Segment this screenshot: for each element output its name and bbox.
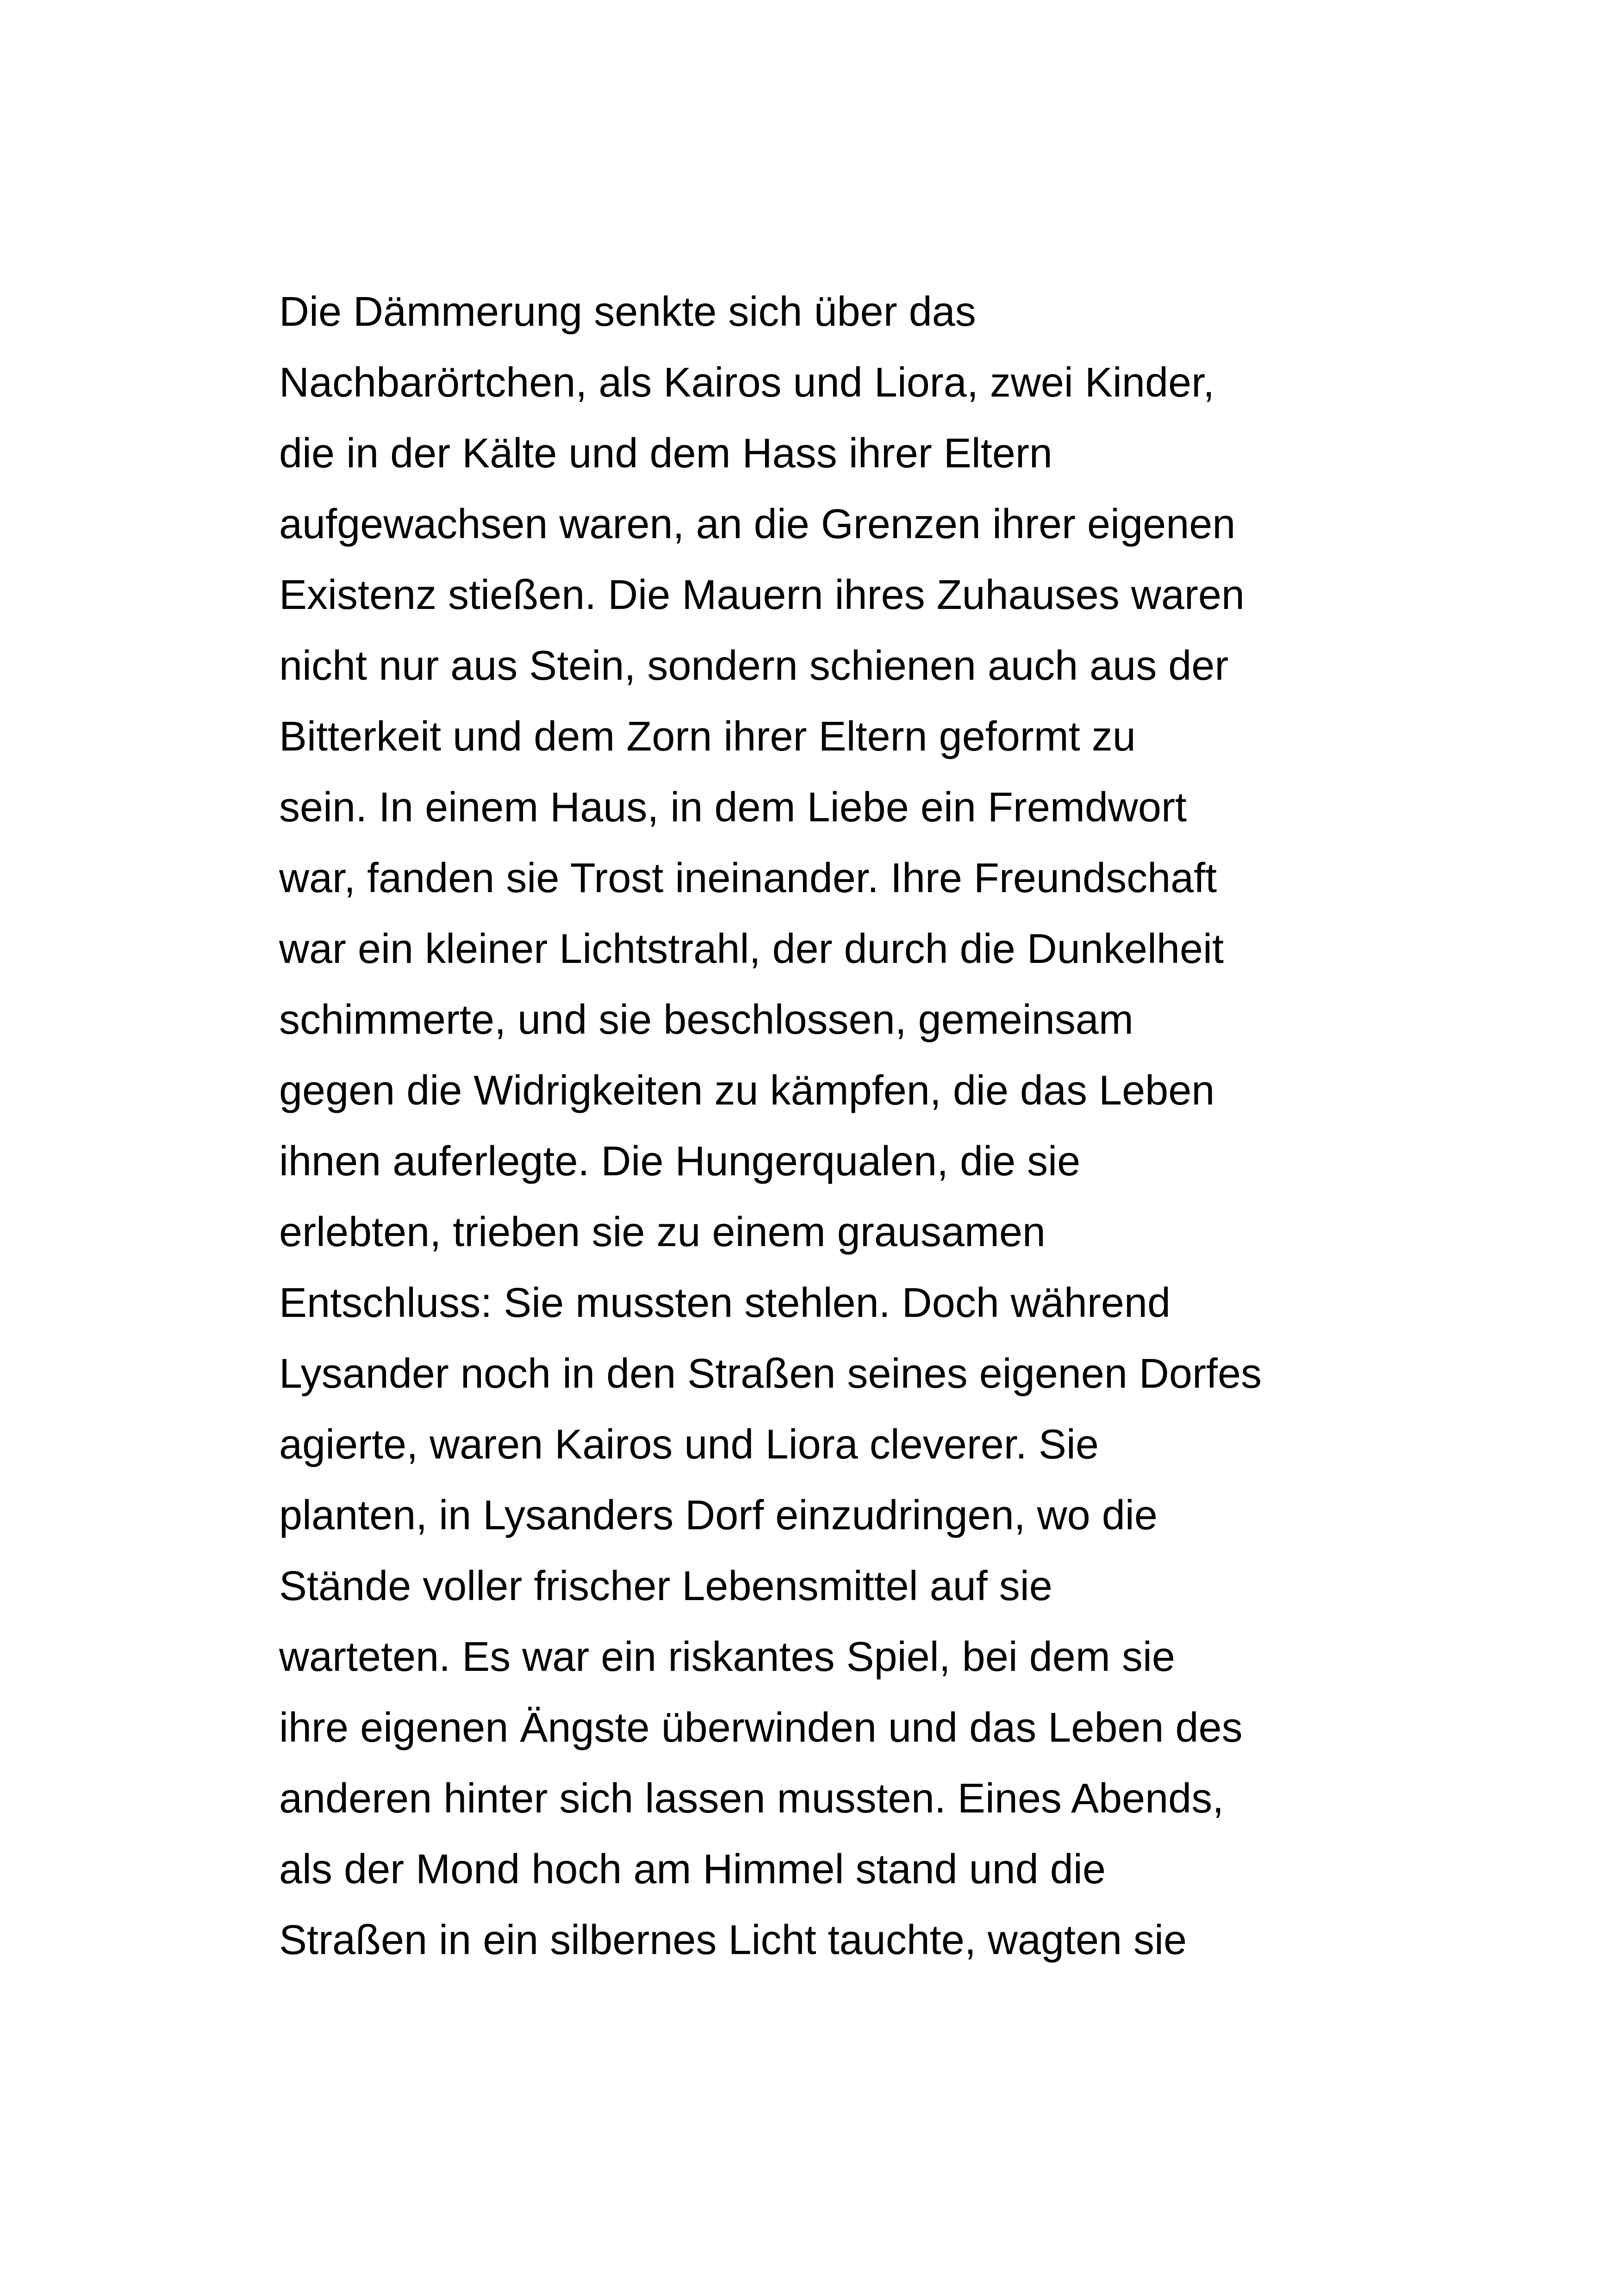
- text-line: erlebten, trieben sie zu einem grausamen: [279, 1209, 1046, 1255]
- text-line: Die Dämmerung senkte sich über das: [279, 289, 976, 335]
- text-line: planten, in Lysanders Dorf einzudringen, wo die: [279, 1492, 1158, 1539]
- text-line: Existenz stießen. Die Mauern ihres Zuhauses waren: [279, 572, 1245, 618]
- body-paragraph: [279, 277, 1390, 1976]
- text-line: gegen die Widrigkeiten zu kämpfen, die das Leben: [279, 1067, 1215, 1114]
- text-line: Lysander noch in den Straßen seines eigenen Dorfes: [279, 1351, 1262, 1397]
- text-line: die in der Kälte und dem Hass ihrer Eltern: [279, 430, 1052, 477]
- text-line: sein. In einem Haus, in dem Liebe ein Fremdwort: [279, 784, 1187, 831]
- text-line: ihnen auferlegte. Die Hungerqualen, die sie: [279, 1138, 1081, 1185]
- text-line: warteten. Es war ein riskantes Spiel, bei dem sie: [279, 1634, 1175, 1680]
- text-line: ihre eigenen Ängste überwinden und das Leben des: [279, 1705, 1243, 1751]
- text-line: Bitterkeit und dem Zorn ihrer Eltern geformt zu: [279, 714, 1136, 760]
- text-line: Entschluss: Sie mussten stehlen. Doch während: [279, 1280, 1171, 1326]
- text-line: als der Mond hoch am Himmel stand und die: [279, 1846, 1106, 1893]
- text-line: nicht nur aus Stein, sondern schienen auch aus der: [279, 643, 1229, 689]
- text-line: Straßen in ein silbernes Licht tauchte, wagten sie: [279, 1917, 1187, 1963]
- text-line: agierte, waren Kairos und Liora cleverer. Sie: [279, 1421, 1099, 1468]
- text-line: anderen hinter sich lassen mussten. Eines Abends,: [279, 1775, 1224, 1822]
- text-line: Nachbarörtchen, als Kairos und Liora, zwei Kinder,: [279, 360, 1215, 406]
- text-line: war ein kleiner Lichtstrahl, der durch die Dunkelheit: [279, 926, 1224, 972]
- text-line: aufgewachsen waren, an die Grenzen ihrer eigenen: [279, 501, 1236, 547]
- text-line: war, fanden sie Trost ineinander. Ihre Freundschaft: [279, 855, 1217, 901]
- text-line: schimmerte, und sie beschlossen, gemeinsam: [279, 997, 1133, 1043]
- text-line: Stände voller frischer Lebensmittel auf sie: [279, 1563, 1052, 1609]
